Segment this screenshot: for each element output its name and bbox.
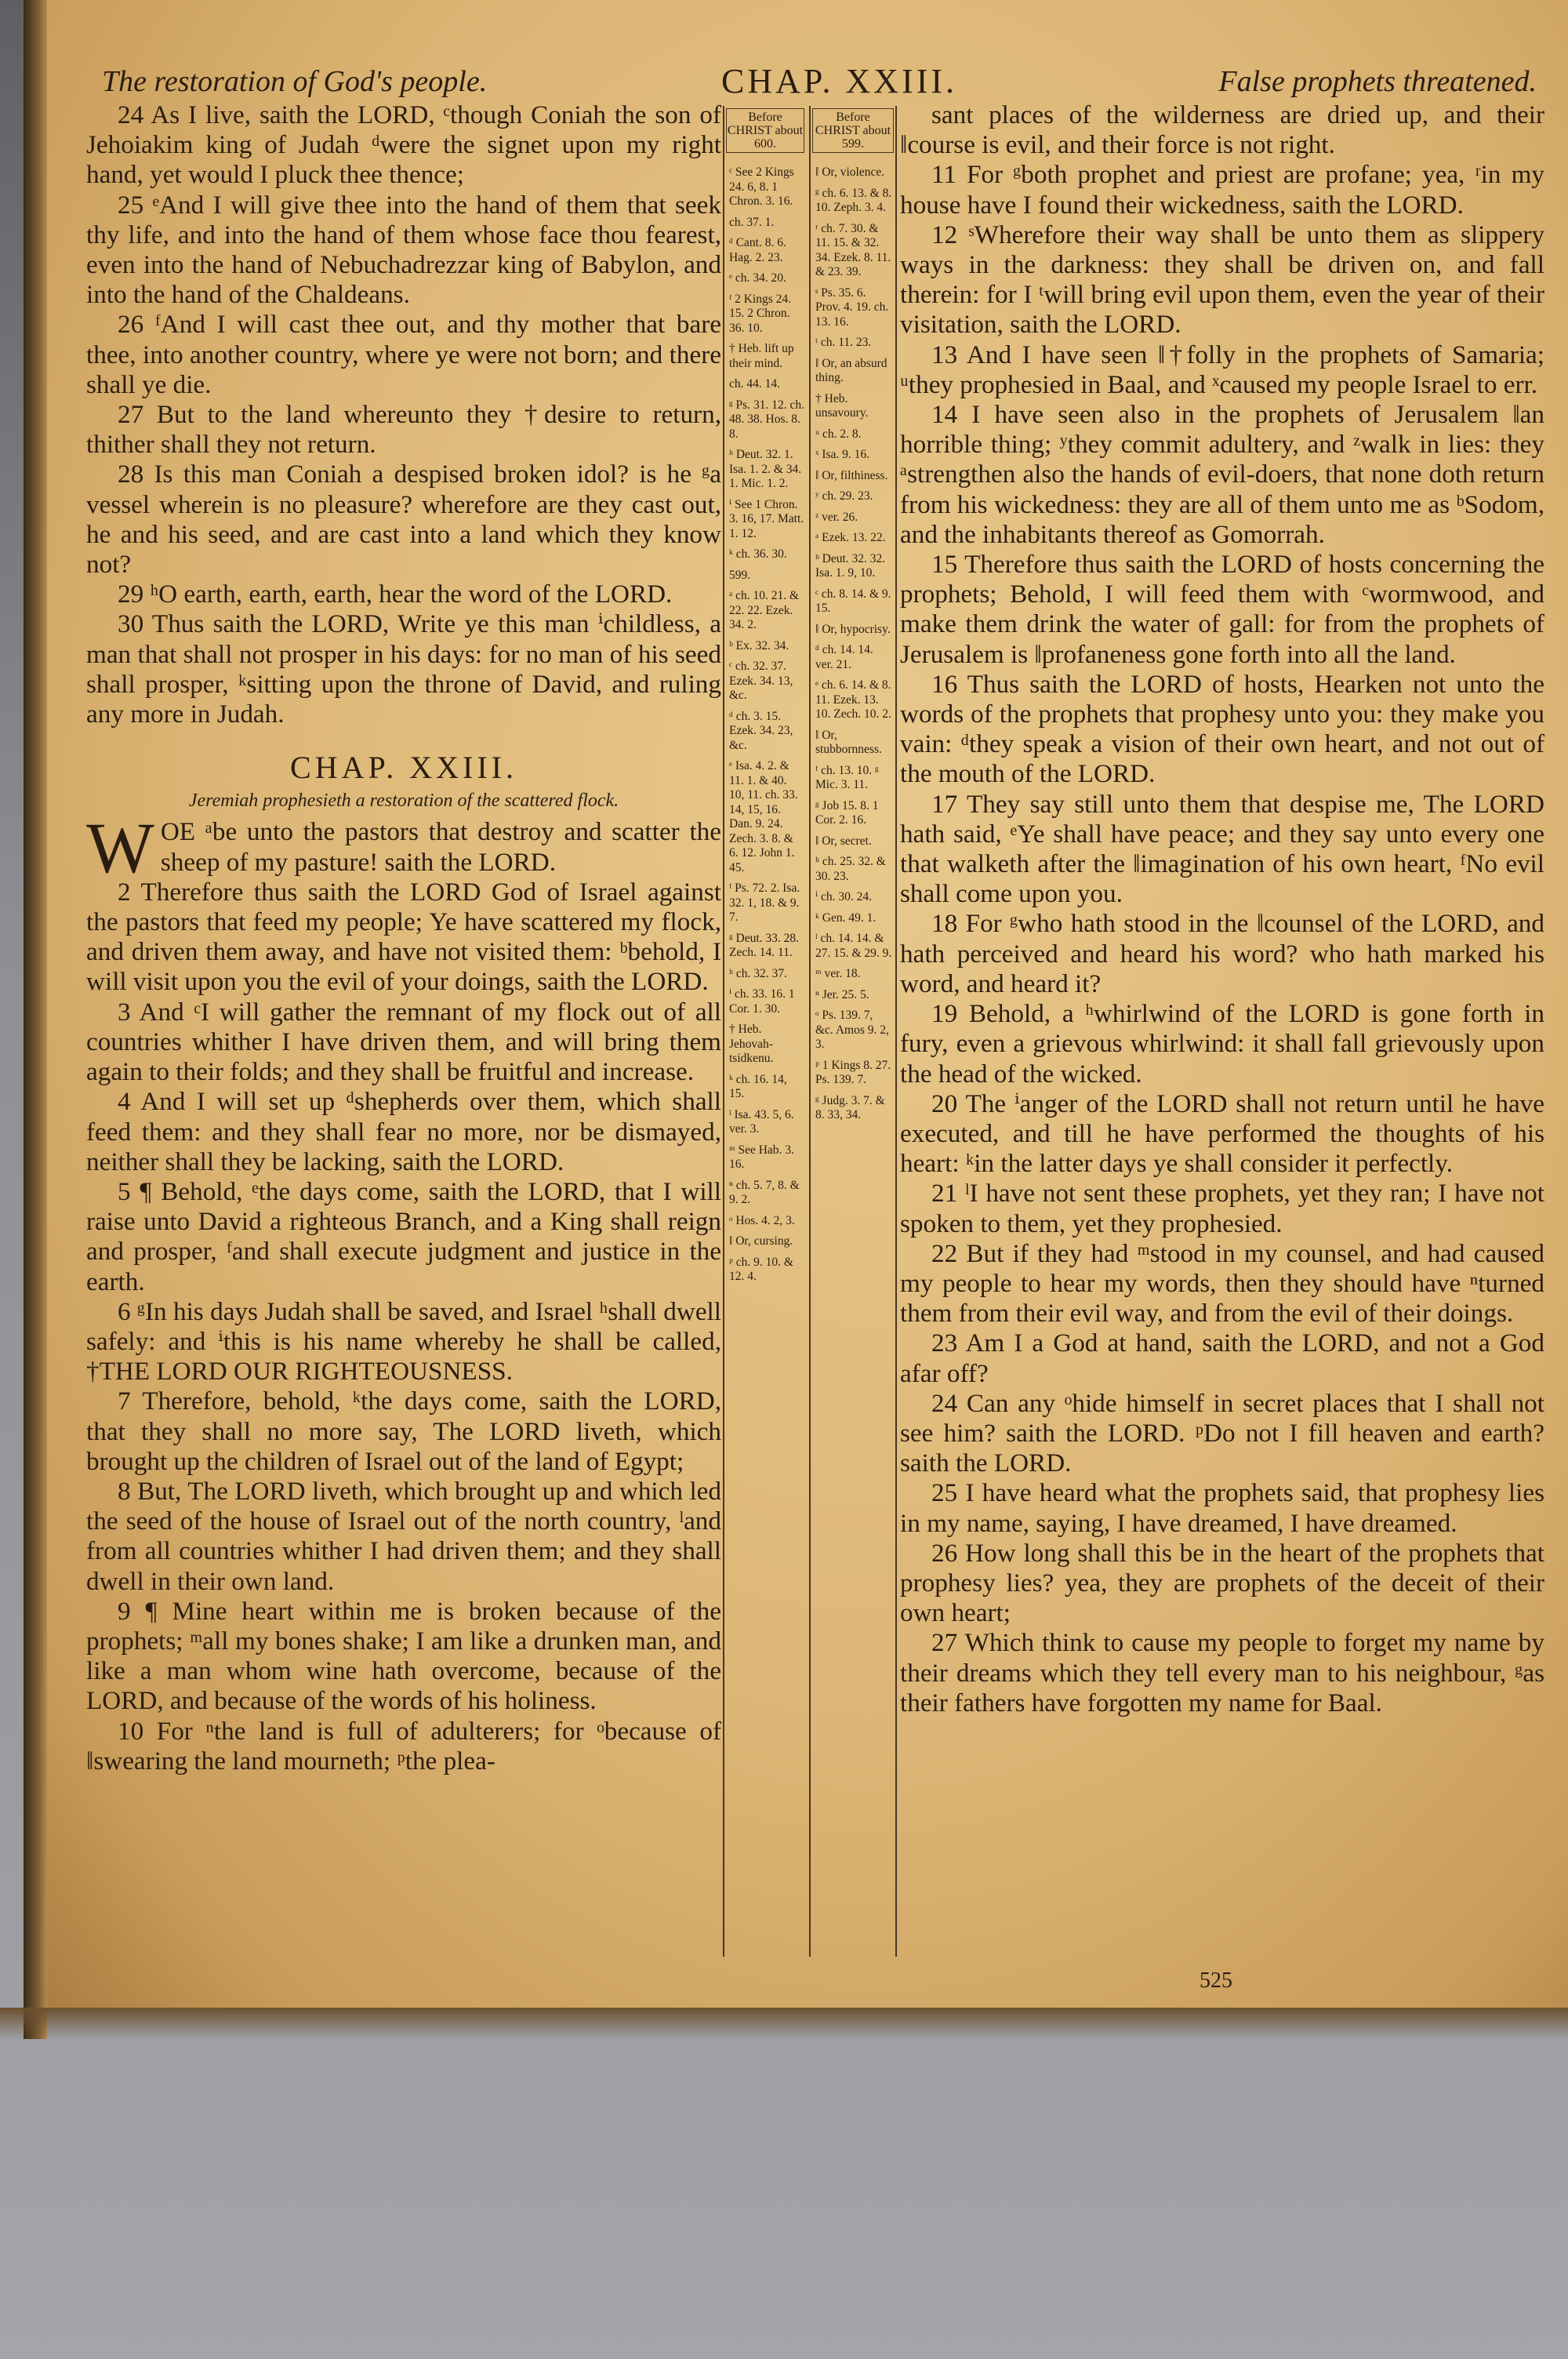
cross-reference: ⁱ See 1 Chron. 3. 16, 17. Matt. 1. 12. <box>729 497 804 540</box>
verse: 26 ᶠAnd I will cast thee out, and thy mother that bare thee, into another country, where ye were not born; and there shall ye die. <box>86 310 721 399</box>
cross-reference: ᵏ ch. 36. 30. <box>729 547 787 561</box>
column-rule <box>895 106 897 1957</box>
cross-reference: ᶻ ver. 26. <box>815 510 858 524</box>
verse: 19 Behold, a ʰwhirlwind of the LORD is gone forth in fury, even a grievous whirlwind: it shall fall grievously upon the head of the wicked. <box>900 999 1544 1089</box>
page-number: 525 <box>1200 1968 1232 1993</box>
margin-date-header: Before CHRIST about 599. <box>812 108 894 153</box>
verse: 12 ˢWherefore their way shall be unto them as slippery ways in the darkness: they shall be driven on, and fall therein: for I ᵗwill bring evil upon them, even the year of their visitation, saith the LORD. <box>900 220 1544 340</box>
cross-reference: ‖ Or, secret. <box>815 834 872 848</box>
cross-reference: ʰ Deut. 32. 1. Isa. 1. 2. & 34. 1. Mic. 1. 2. <box>729 448 802 490</box>
verse: 29 ʰO earth, earth, earth, hear the word of the LORD. <box>118 580 673 609</box>
verse: 22 But if they had ᵐstood in my counsel, and had caused my people to hear my words, then they should have ⁿturned them from their evil way, and from the evil of their doings. <box>900 1238 1544 1329</box>
left-verses-chapter-22 <box>86 100 721 729</box>
running-header <box>78 58 1552 100</box>
cross-reference: ᵉ ch. 6. 14. & 8. 11. Ezek. 13. 10. Zech. 10. 2. <box>815 678 891 721</box>
verse: 17 They say still unto them that despise me, The LORD hath said, ᵉYe shall have peace; and they say unto every one that walketh after the ‖imagination of his own heart, ᶠNo evil shall come upon you. <box>900 789 1544 909</box>
cross-reference: ᶜ ch. 8. 14. & 9. 15. <box>815 587 891 615</box>
verse: 13 And I have seen ‖†folly in the prophets of Samaria; ᵘthey prophesied in Baal, and ˣcaused my people Israel to err. <box>900 340 1544 399</box>
cross-reference: ˢ Ps. 35. 6. Prov. 4. 19. ch. 13. 16. <box>815 285 889 329</box>
margin-notes-list <box>812 165 894 1123</box>
right-text-column <box>900 100 1544 1718</box>
verse: 14 I have seen also in the prophets of Jerusalem ‖an horrible thing; ʸthey commit adultery, and ᶻwalk in lies: they ᵃstrengthen also the hands of evil-doers, that none doth return from his wickedness: they are all of them unto me as ᵇSodom, and the inhabitants thereof as Gomorrah. <box>900 400 1544 549</box>
page-gutter-edge <box>24 0 47 2039</box>
left-verses-chapter-23 <box>86 878 721 1776</box>
cross-reference: ᵖ 1 Kings 8. 27. Ps. 139. 7. <box>815 1058 891 1086</box>
cross-reference: ᵈ ch. 14. 14. ver. 21. <box>815 643 873 671</box>
verse: 15 Therefore thus saith the LORD of hosts concerning the prophets; Behold, I will feed them with ᶜwormwood, and make them drink the water of gall: for from the prophets of Jerusalem is ‖profaneness gone forth into all the land. <box>900 550 1544 669</box>
verse: 9 ¶ Mine heart within me is broken because of the prophets; ᵐall my bones shake; I am like a drunken man, and like a man whom wine hath overcome, because of the LORD, and because of the words of his holiness. <box>86 1596 721 1716</box>
cross-reference: ᵉ Isa. 4. 2. & 11. 1. & 40. 10, 11. ch. 33. 14, 15, 16. Dan. 9. 24. Zech. 3. 8. & 6. 12. John 1. 45. <box>729 759 798 874</box>
right-verses <box>900 100 1544 1718</box>
margin-references-right <box>812 108 894 1959</box>
verse: 30 Thus saith the LORD, Write ye this man ⁱchildless, a man that shall not prosper in his days: for no man of his seed shall prosper, ᵏsitting upon the throne of David, and ruling any more in Judah. <box>86 609 721 729</box>
column-rule <box>809 106 811 1957</box>
verse: 7 Therefore, behold, ᵏthe days come, saith the LORD, that they shall no more say, The LORD liveth, which brought up the children of Israel out of the land of Egypt; <box>86 1387 721 1476</box>
cross-reference: ‖ Or, filthiness. <box>815 468 888 482</box>
verse: 24 Can any ᵒhide himself in secret places that I shall not see him? saith the LORD. ᵖDo not I fill heaven and earth? saith the LORD. <box>900 1388 1544 1478</box>
cross-reference: ᵍ ch. 6. 13. & 8. 10. Zeph. 3. 4. <box>815 186 892 214</box>
verse: 25 I have heard what the prophets said, that prophesy lies in my name, saying, I have dreamed, I have dreamed. <box>900 1478 1544 1538</box>
margin-date-header: Before CHRIST about 600. <box>726 108 804 153</box>
header-chapter: CHAP. XXIII. <box>721 62 957 100</box>
drop-cap: W <box>86 808 154 889</box>
cross-reference: ˡ ch. 14. 14. & 27. 15. & 29. 9. <box>815 932 892 960</box>
cross-reference: ‖ Or, stubbornness. <box>815 728 882 756</box>
cross-reference: ᵃ ch. 10. 21. & 22. 22. Ezek. 34. 2. <box>729 589 800 631</box>
cross-reference: ˡ Isa. 43. 5, 6. ver. 3. <box>729 1107 794 1136</box>
cross-reference: ‖ Or, cursing. <box>729 1234 793 1248</box>
verse: 28 Is this man Coniah a despised broken idol? is he ᵍa vessel wherein is no pleasure? wherefore are they cast out, he and his seed, and are cast into a land which they know not? <box>86 460 721 580</box>
cross-reference: ᶠ 2 Kings 24. 15. 2 Chron. 36. 10. <box>729 292 792 335</box>
verse: 3 And ᶜI will gather the remnant of my flock out of all countries whither I have driven them, and will bring them again to their folds; and they shall be fruitful and increase. <box>86 997 721 1087</box>
verse: 10 For ⁿthe land is full of adulterers; for ᵒbecause of ‖swearing the land mourneth; ᵖthe plea- <box>86 1716 721 1776</box>
cross-reference: ᵍ Deut. 33. 28. Zech. 14. 11. <box>729 931 800 959</box>
cross-reference: ᶜ See 2 Kings 24. 6, 8. 1 Chron. 3. 16. <box>729 165 794 208</box>
cross-reference: ⁿ Jer. 25. 5. <box>815 987 869 1001</box>
chapter-summary: Jeremiah prophesieth a restoration of the scattered flock. <box>188 791 619 812</box>
cross-reference: 599. <box>729 568 751 582</box>
cross-reference: ᵒ Ps. 139. 7, &c. Amos 9. 2, 3. <box>815 1009 889 1051</box>
verse: 27 But to the land whereunto they †desire to return, thither shall they not return. <box>86 400 721 460</box>
verse: 24 As I live, saith the LORD, ᶜthough Coniah the son of Jehoiakim king of Judah ᵈwere the signet upon my right hand, yet would I pluck thee thence; <box>86 100 721 190</box>
cross-reference: ch. 37. 1. <box>729 215 775 229</box>
margin-notes-list <box>726 165 804 1285</box>
cross-reference: ᶠ Ps. 72. 2. Isa. 32. 1, 18. & 9. 7. <box>729 881 800 924</box>
cross-reference: ⁱ ch. 33. 16. 1 Cor. 1. 30. <box>729 987 795 1016</box>
cross-reference: ᵐ ver. 18. <box>815 967 861 980</box>
cross-reference: ch. 44. 14. <box>729 377 781 391</box>
cross-reference: ʳ ch. 7. 30. & 11. 15. & 32. 34. Ezek. 8. 11. & 23. 39. <box>815 221 891 278</box>
book-page <box>24 0 1568 2008</box>
left-text-column <box>86 100 721 1776</box>
first-verse-text: OE ᵃbe unto the pastors that destroy and scatter the sheep of my pasture! saith the LORD. <box>160 817 721 877</box>
cross-reference: ᵒ Hos. 4. 2, 3. <box>729 1213 795 1227</box>
verse: sant places of the wilderness are dried up, and their ‖course is evil, and their force is not right. <box>900 100 1544 160</box>
cross-reference: ᵇ Ex. 32. 34. <box>729 638 789 652</box>
cross-reference: † Heb. lift up their mind. <box>729 342 794 370</box>
cross-reference: ᶜ ch. 32. 37. Ezek. 34. 13, &c. <box>729 660 793 702</box>
cross-reference: ᵈ Cant. 8. 6. Hag. 2. 23. <box>729 236 786 264</box>
cross-reference: ᵗ ch. 11. 23. <box>815 336 872 349</box>
verse: 11 For ᵍboth prophet and priest are profane; yea, ʳin my house have I found their wickedness, saith the LORD. <box>900 160 1544 220</box>
margin-references-left <box>726 108 804 1959</box>
cross-reference: ⁿ ch. 5. 7, 8. & 9. 2. <box>729 1178 800 1206</box>
cross-reference: ᵘ ch. 2. 8. <box>815 427 862 441</box>
cross-reference: ᵍ Judg. 3. 7. & 8. 33, 34. <box>815 1093 885 1121</box>
cross-reference: ᵇ Deut. 32. 32. Isa. 1. 9, 10. <box>815 551 886 580</box>
cross-reference: ᵈ ch. 3. 15. Ezek. 34. 23, &c. <box>729 709 793 752</box>
cross-reference: ‖ Or, an absurd thing. <box>815 356 887 384</box>
cross-reference: ᵍ Ps. 31. 12. ch. 48. 38. Hos. 8. 8. <box>729 398 804 441</box>
cross-reference: ᵖ ch. 9. 10. & 12. 4. <box>729 1255 793 1283</box>
verse: 5 ¶ Behold, ᵉthe days come, saith the LORD, that I will raise unto David a righteous Branch, and a King shall reign and prosper, ᶠand shall execute judgment and justice in the earth. <box>86 1176 721 1296</box>
verse: 6 ᵍIn his days Judah shall be saved, and Israel ʰshall dwell safely: and ⁱthis is his name whereby he shall be called, †THE LORD OUR RIGHTEOUSNESS. <box>86 1296 721 1387</box>
column-rule <box>723 106 724 1957</box>
verse: 26 How long shall this be in the heart of the prophets that prophesy lies? yea, they are prophets of the deceit of their own heart; <box>900 1538 1544 1628</box>
cross-reference: † Heb. Jehovah-tsidkenu. <box>729 1023 774 1065</box>
cross-reference: ʰ ch. 32. 37. <box>729 966 787 980</box>
cross-reference: ‖ Or, hypocrisy. <box>815 622 891 636</box>
verse: 4 And I will set up ᵈshepherds over them, which shall feed them: and they shall fear no more, nor be dismayed, neither shall they be lacking, saith the LORD. <box>86 1087 721 1176</box>
chapter-first-verse <box>86 808 721 889</box>
cross-reference: ⁱ ch. 30. 24. <box>815 890 872 903</box>
cross-reference: ʰ ch. 25. 32. & 30. 23. <box>815 855 886 883</box>
verse: 21 ˡI have not sent these prophets, yet they ran; I have not spoken to them, yet they prophesied. <box>900 1179 1544 1238</box>
verse: 20 The ⁱanger of the LORD shall not return until he have executed, and till he have performed the thoughts of his heart: ᵏin the latter days ye shall consider it perfectly. <box>900 1089 1544 1179</box>
cross-reference: ᵉ ch. 34. 20. <box>729 271 786 285</box>
cross-reference: ᵏ Gen. 49. 1. <box>815 911 877 925</box>
verse: 25 ᵉAnd I will give thee into the hand of them that seek thy life, and into the hand of them whose face thou fearest, even into the hand of Nebuchadrezzar king of Babylon, and into the hand of the Chaldeans. <box>86 190 721 310</box>
verse: 27 Which think to cause my people to forget my name by their dreams which they tell every man to his neighbour, ᵍas their fathers have forgotten my name for Baal. <box>900 1628 1544 1717</box>
cross-reference: † Heb. unsavoury. <box>815 391 869 420</box>
cross-reference: ᵏ ch. 16. 14, 15. <box>729 1072 787 1100</box>
cross-reference: ˣ Isa. 9. 16. <box>815 448 870 461</box>
verse: 2 Therefore thus saith the LORD God of Israel against the pastors that feed my people; Ye have scattered my flock, and driven them away, and have not visited them: ᵇbehold, I will visit upon you the evil of your doings, saith the LORD. <box>86 877 721 997</box>
verse: 8 But, The LORD liveth, which brought up and which led the seed of the house of Israel out of the north country, ˡand from all countries whither I had driven them; and they shall dwell in their own land. <box>86 1476 721 1596</box>
cross-reference: ᵍ Job 15. 8. 1 Cor. 2. 16. <box>815 798 879 827</box>
cross-reference: ʸ ch. 29. 23. <box>815 489 873 503</box>
verse: 18 For ᵍwho hath stood in the ‖counsel of the LORD, and hath perceived and heard his word? who hath marked his word, and heard it? <box>900 909 1544 998</box>
verse: 23 Am I a God at hand, saith the LORD, and not a God afar off? <box>900 1329 1544 1388</box>
header-left: The restoration of God's people. <box>102 65 488 98</box>
verse: 16 Thus saith the LORD of hosts, Hearken not unto the words of the prophets that prophesy unto you: they make you vain: ᵈthey speak a vision of their own heart, and not out of the mouth of the LORD. <box>900 669 1544 789</box>
page-bottom-shadow <box>0 2008 1568 2039</box>
cross-reference: ᵃ Ezek. 13. 22. <box>815 531 886 544</box>
cross-reference: ‖ Or, violence. <box>815 165 885 179</box>
chapter-heading: CHAP. XXIII. <box>290 750 517 786</box>
header-right: False prophets threatened. <box>1218 65 1537 98</box>
cross-reference: ᵐ See Hab. 3. 16. <box>729 1143 794 1171</box>
cross-reference: ᶠ ch. 13. 10. ᵍ Mic. 3. 11. <box>815 763 879 791</box>
